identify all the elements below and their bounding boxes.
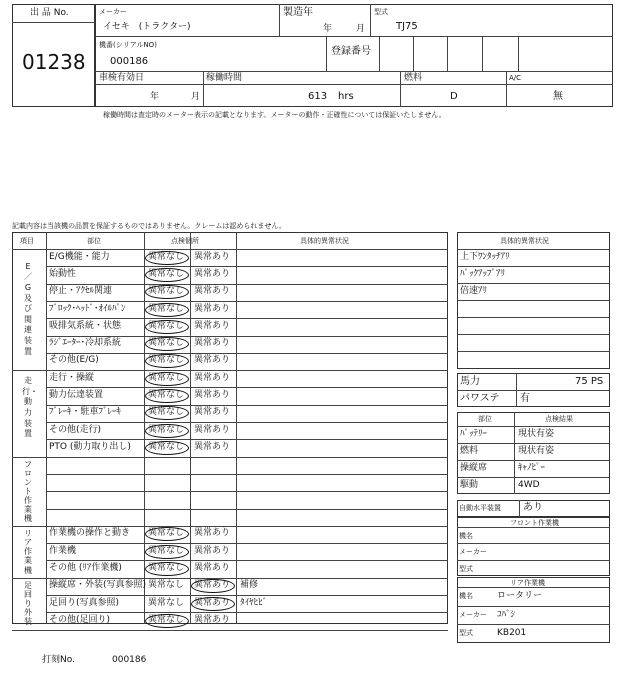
check-ok-option[interactable]: 異常なし bbox=[148, 424, 185, 435]
divider bbox=[46, 266, 448, 267]
model-value: TJ75 bbox=[396, 21, 418, 32]
check-ng-option[interactable]: 異常あり bbox=[194, 424, 231, 435]
divider bbox=[370, 4, 371, 36]
divider bbox=[46, 232, 47, 624]
rear-row-value: KB201 bbox=[497, 628, 527, 638]
selected-check-mark bbox=[145, 441, 189, 455]
selected-check-mark bbox=[145, 372, 189, 386]
check-ok-option[interactable]: 異常なし bbox=[148, 614, 185, 625]
check-ng-option[interactable]: 異常あり bbox=[194, 390, 231, 401]
anomaly-detail-line: 倍速ｱﾘ bbox=[460, 286, 488, 296]
table-row-part: 操縦席・外装(写真参照) bbox=[49, 580, 147, 591]
table-row-part: 吸排気系統・状態 bbox=[49, 320, 122, 331]
check-ok-option[interactable]: 異常なし bbox=[148, 390, 185, 401]
serial-number-label: 機番(シリアルNO) bbox=[99, 41, 157, 49]
divider bbox=[46, 301, 448, 302]
col-header-detail: 具体的異常状況 bbox=[300, 237, 349, 245]
check-ng-option[interactable]: 異常あり bbox=[194, 320, 231, 331]
divider bbox=[12, 457, 448, 458]
front-row-label: メーカー bbox=[459, 548, 487, 557]
divider bbox=[279, 4, 280, 36]
inspection-month-unit: 月 bbox=[191, 92, 201, 102]
divider bbox=[457, 426, 610, 427]
table-row-part: 始動性 bbox=[49, 268, 77, 279]
divider bbox=[457, 390, 610, 391]
power-steering-value: 有 bbox=[520, 393, 530, 404]
operating-hours-unit: hrs bbox=[338, 91, 354, 102]
auto-level-value: あり bbox=[523, 502, 543, 513]
spec-result: 現状有姿 bbox=[518, 429, 555, 439]
divider bbox=[447, 36, 448, 71]
divider bbox=[457, 624, 610, 625]
divider bbox=[516, 373, 517, 407]
divider bbox=[506, 71, 507, 107]
table-row-part: PTO (動力取り出し) bbox=[49, 441, 131, 452]
col-header-item: 項目 bbox=[20, 237, 34, 245]
check-ok-option[interactable]: 異常なし bbox=[148, 597, 185, 608]
inspection-date-label: 車検有効日 bbox=[99, 73, 145, 83]
divider bbox=[95, 36, 613, 37]
lot-number-value: 01238 bbox=[22, 50, 86, 74]
fuel-label: 燃料 bbox=[404, 73, 423, 83]
rear-header: リア作業機 bbox=[510, 579, 545, 587]
manufacture-year-label: 製造年 bbox=[283, 7, 313, 18]
divider bbox=[46, 387, 448, 388]
divider bbox=[457, 317, 610, 318]
table-row-detail: ﾀｲﾔﾋﾋﾞ bbox=[240, 597, 268, 608]
divider bbox=[46, 284, 448, 285]
check-ok-option[interactable]: 異常なし bbox=[148, 580, 185, 591]
model-label: 型式 bbox=[374, 8, 388, 16]
check-ng-option[interactable]: 異常あり bbox=[194, 545, 231, 556]
manufacture-month-unit: 月 bbox=[356, 24, 366, 34]
divider bbox=[457, 460, 610, 461]
operating-hours-note: 稼働時間は査定時のメーター表示の記載となります。メーターの動作・正確性については保証いたしません。 bbox=[103, 111, 446, 119]
rear-row-label: 型式 bbox=[459, 629, 473, 637]
divider bbox=[457, 266, 610, 267]
divider bbox=[457, 249, 610, 250]
check-ok-option[interactable]: 異常なし bbox=[148, 320, 185, 331]
table-row-part: その他(走行) bbox=[49, 424, 102, 435]
divider bbox=[457, 283, 610, 284]
anomaly-detail-line: 上下ﾜﾝﾀｯﾁｱﾘ bbox=[460, 252, 510, 262]
rear-row-label: メーカー bbox=[459, 610, 487, 619]
table-row-part: E/G機能・能力 bbox=[49, 251, 110, 262]
stamp-number-label: 打刻No. bbox=[42, 655, 75, 665]
divider bbox=[457, 606, 610, 607]
horsepower-label: 馬力 bbox=[460, 376, 480, 387]
auto-level-label: 自動水平装置 bbox=[459, 504, 501, 512]
spec-result: 4WD bbox=[518, 480, 540, 490]
stamp-number-value: 000186 bbox=[112, 655, 147, 665]
divider bbox=[95, 71, 613, 72]
divider bbox=[457, 587, 610, 588]
table-row-part: 動力伝達装置 bbox=[49, 390, 104, 401]
divider bbox=[413, 36, 414, 71]
check-ng-option[interactable]: 異常あり bbox=[194, 355, 231, 366]
registration-number-label: 登録番号 bbox=[331, 46, 371, 57]
section-title: 走行・動力装置 bbox=[22, 376, 38, 439]
table-row-part: ﾌﾞﾚｰｷ・駐車ﾌﾞﾚｰｷ bbox=[49, 407, 122, 418]
selected-check-mark bbox=[145, 545, 189, 559]
section-title: 足回り外装 bbox=[24, 580, 32, 627]
divider bbox=[46, 509, 448, 510]
divider bbox=[400, 71, 401, 107]
power-steering-label: パワステ bbox=[460, 393, 500, 404]
front-row-label: 型式 bbox=[459, 564, 473, 573]
divider bbox=[46, 318, 448, 319]
divider bbox=[12, 578, 448, 579]
check-ng-option[interactable]: 異常あり bbox=[194, 251, 231, 262]
divider bbox=[12, 370, 448, 371]
divider bbox=[46, 595, 448, 596]
divider bbox=[46, 612, 448, 613]
check-ng-option[interactable]: 異常あり bbox=[194, 563, 231, 574]
check-ng-option[interactable]: 異常あり bbox=[194, 614, 231, 625]
divider bbox=[95, 84, 613, 85]
divider bbox=[46, 543, 448, 544]
table-row-part: その他(E/G) bbox=[49, 355, 99, 366]
check-ok-option[interactable]: 異常なし bbox=[148, 372, 185, 383]
selected-check-mark bbox=[145, 424, 189, 438]
spec-part: 操縦席 bbox=[460, 463, 488, 473]
table-row-part: 作業機の操作と動き bbox=[49, 528, 131, 539]
section-title: リア作業機 bbox=[24, 528, 32, 575]
check-ng-option[interactable]: 異常あり bbox=[194, 407, 231, 418]
table-row-part: その他(足回り) bbox=[49, 614, 111, 625]
divider bbox=[457, 560, 610, 561]
check-ng-option[interactable]: 異常あり bbox=[194, 268, 231, 279]
divider bbox=[12, 22, 95, 23]
check-ok-option[interactable]: 異常なし bbox=[148, 528, 185, 539]
check-ng-option[interactable]: 異常あり bbox=[194, 597, 231, 608]
check-ok-option[interactable]: 異常なし bbox=[148, 286, 185, 297]
check-ok-option[interactable]: 異常なし bbox=[148, 251, 185, 262]
divider bbox=[46, 336, 448, 337]
inspection-year-unit: 年 bbox=[150, 92, 160, 102]
maker-value: イセキ (トラクター) bbox=[103, 22, 191, 32]
divider bbox=[46, 560, 448, 561]
table-row-part: ﾌﾞﾛｯｸ･ﾍｯﾄﾞ･ｵｲﾙﾊﾟﾝ bbox=[49, 303, 126, 314]
divider bbox=[326, 36, 327, 71]
table-row-part: 走行・操縦 bbox=[49, 372, 95, 383]
divider bbox=[12, 249, 448, 250]
divider bbox=[457, 351, 610, 352]
divider bbox=[482, 36, 483, 71]
spec-result: ｷｬﾉﾋﾟｰ bbox=[518, 463, 546, 473]
selected-check-mark bbox=[145, 320, 189, 334]
divider bbox=[46, 405, 448, 406]
divider bbox=[379, 36, 380, 71]
anomaly-detail-header: 具体的異常状況 bbox=[500, 237, 549, 245]
front-header: フロント作業機 bbox=[510, 519, 559, 527]
check-ng-option[interactable]: 異常あり bbox=[194, 580, 231, 591]
spec-part: 駆動 bbox=[460, 480, 479, 490]
check-ok-option[interactable]: 異常なし bbox=[148, 563, 185, 574]
table-row-part: 足回り(写真参照) bbox=[49, 597, 120, 608]
fuel-value: D bbox=[450, 91, 458, 102]
manufacture-year-unit: 年 bbox=[323, 24, 333, 34]
col-header-check: 点検個所 bbox=[171, 237, 199, 245]
ac-label: A/C bbox=[509, 74, 522, 82]
anomaly-detail-line: ﾊﾞｯｸｱｯﾌﾟｱﾘ bbox=[460, 269, 506, 279]
maker-label: メーカー bbox=[99, 8, 127, 16]
divider bbox=[46, 439, 448, 440]
divider bbox=[203, 71, 204, 107]
selected-check-mark bbox=[145, 562, 189, 576]
front-row-label: 機名 bbox=[459, 532, 473, 540]
divider bbox=[12, 630, 448, 631]
rear-row-value: ｺﾊﾞｼ bbox=[497, 609, 516, 620]
divider bbox=[46, 353, 448, 354]
check-ok-option[interactable]: 異常なし bbox=[148, 355, 185, 366]
spec-header-part: 部位 bbox=[478, 415, 492, 423]
divider bbox=[46, 422, 448, 423]
ac-value: 無 bbox=[553, 91, 563, 102]
check-ng-option[interactable]: 異常あり bbox=[194, 528, 231, 539]
divider bbox=[12, 526, 448, 527]
check-ok-option[interactable]: 異常なし bbox=[148, 545, 185, 556]
rear-row-value: ロータリー bbox=[497, 591, 543, 601]
operating-hours-label: 稼働時間 bbox=[206, 73, 243, 83]
selected-check-mark bbox=[145, 303, 189, 317]
col-header-part: 部位 bbox=[87, 237, 101, 245]
spec-part: 燃料 bbox=[460, 446, 479, 456]
selected-check-mark bbox=[145, 251, 189, 265]
check-ok-option[interactable]: 異常なし bbox=[148, 268, 185, 279]
check-ok-option[interactable]: 異常なし bbox=[148, 407, 185, 418]
divider bbox=[457, 443, 610, 444]
divider bbox=[457, 300, 610, 301]
divider bbox=[46, 474, 448, 475]
check-ng-option[interactable]: 異常あり bbox=[194, 303, 231, 314]
serial-number-value: 000186 bbox=[110, 56, 149, 67]
check-ng-option[interactable]: 異常あり bbox=[194, 286, 231, 297]
divider bbox=[236, 232, 237, 624]
spec-header-result: 点検結果 bbox=[545, 415, 573, 423]
section-title: E／G及び関連装置 bbox=[24, 261, 32, 356]
check-ng-option[interactable]: 異常あり bbox=[194, 338, 231, 349]
divider bbox=[519, 500, 520, 517]
divider bbox=[457, 527, 610, 528]
check-ok-option[interactable]: 異常なし bbox=[148, 441, 185, 452]
check-ng-option[interactable]: 異常あり bbox=[194, 441, 231, 452]
disclaimer-note: 記載内容は当該機の品質を保証するものではありません。クレームは認められません。 bbox=[12, 222, 286, 230]
check-ng-option[interactable]: 異常あり bbox=[194, 372, 231, 383]
rear-row-label: 機名 bbox=[459, 592, 473, 600]
table-row-part: ﾗｼﾞｴｰﾀｰ･冷却系統 bbox=[49, 338, 122, 349]
selected-check-mark bbox=[191, 597, 235, 611]
table-row-part: 停止・ｱｸｾﾙ関連 bbox=[49, 286, 113, 297]
lot-number-label: 出 品 No. bbox=[30, 8, 69, 18]
table-row-part: 作業機 bbox=[49, 545, 77, 556]
table-row-part: その他 (ﾘｱ作業機) bbox=[49, 563, 122, 574]
horsepower-value: 75 PS bbox=[575, 376, 604, 387]
check-ok-option[interactable]: 異常なし bbox=[148, 303, 185, 314]
selected-check-mark bbox=[145, 389, 189, 403]
section-title: フロント作業機 bbox=[24, 459, 32, 523]
selected-check-mark bbox=[145, 614, 189, 628]
divider bbox=[46, 491, 448, 492]
divider bbox=[518, 36, 519, 71]
selected-check-mark bbox=[145, 268, 189, 282]
divider bbox=[514, 412, 515, 494]
divider bbox=[457, 334, 610, 335]
spec-part: ﾊﾞｯﾃﾘｰ bbox=[460, 429, 488, 439]
check-ok-option[interactable]: 異常なし bbox=[148, 338, 185, 349]
table-row-detail: 補修 bbox=[240, 580, 259, 591]
divider bbox=[457, 477, 610, 478]
divider bbox=[190, 232, 191, 624]
divider bbox=[457, 543, 610, 544]
spec-result: 現状有姿 bbox=[518, 446, 555, 456]
operating-hours-value: 613 bbox=[308, 91, 328, 102]
